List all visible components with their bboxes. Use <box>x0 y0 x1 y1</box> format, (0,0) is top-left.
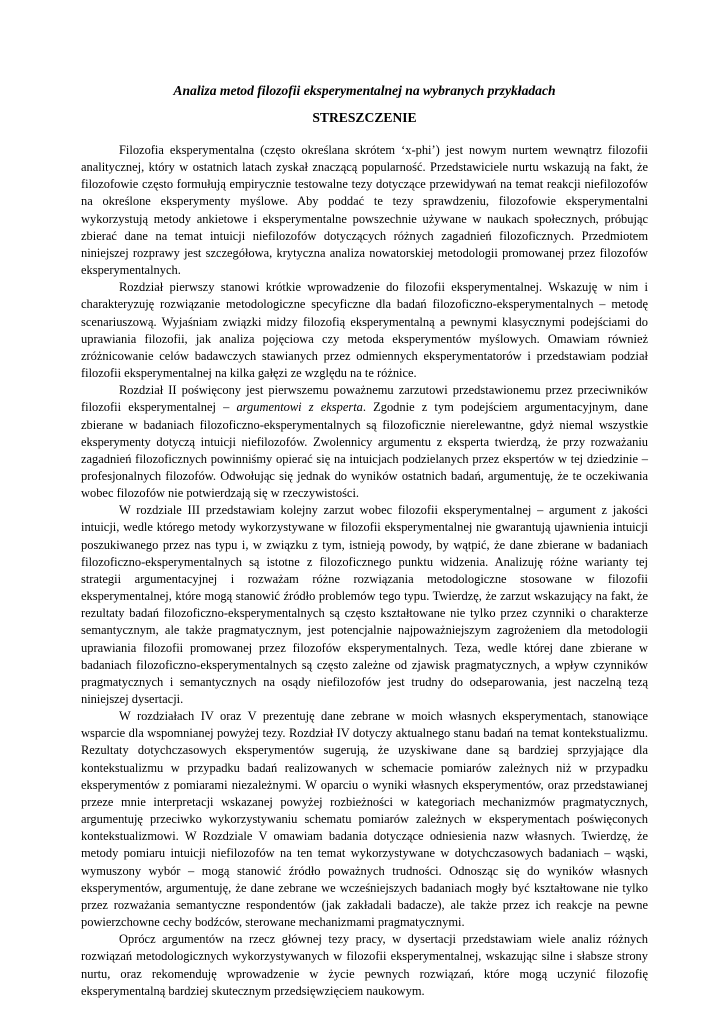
paragraph-introduction: Filozofia eksperymentalna (często określana skrótem ‘x-phi’) jest nowym nurtem wewnątrz filozofii analitycznej, który w ostatnich latach zyskał znaczącą popularność. Przedstawiciele nurtu wskazują na fakt, że filozofowie często formułują empirycznie testowalne tezy dotyczące przewidywań na temat reakcji niefilozofów na określone eksperymenty myślowe. Aby poddać te tezy sprawdzeniu, filozofowie eksperymentalni wykorzystują metody ankietowe i eksperymentalne powszechnie używane w naukach społecznych, próbując zbierać dane na temat intuicji niefilozofów dotyczących różnych zagadnień filozoficznych. Przedmiotem niniejszej rozprawy jest szczegółowa, krytyczna analiza nowatorskiej metodologii promowanej przez filozofów eksperymentalnych. <box>81 143 648 278</box>
paragraph-chapter-2-after: . Zgodnie z tym podejściem argumentacyjnym, dane zbierane w badaniach filozoficzno-eksperymentalnych są filozoficznie nierelewantne, gdyż niemal wszystkie eksperymenty dotyczą intuicji niefilozofów. Zwolennicy argumentu z eksperta twierdzą, że przy rozważaniu zagadnień filozoficznych powinniśmy opierać się na intuicjach podzielanych przez ekspertów w tej dziedzinie – profesjonalnych filozofów. Odwołując się jednak do wyników ostatnich badań, argumentuję, że te oczekiwania wobec filozofów nie potwierdzają się w rzeczywistości. <box>81 400 648 501</box>
paragraph-chapter-2-before: Rozdział II poświęcony jest pierwszemu poważnemu zarzutowi przedstawionemu przez przeciwników filozofii eksperymentalnej – <box>81 383 648 415</box>
paragraph-conclusion: Oprócz argumentów na rzecz głównej tezy pracy, w dysertacji przedstawiam wiele analiz różnych rozwiązań metodologicznych wykorzystywanych w filozofii eksperymentalnej, wskazując silne i słabsze strony nurtu, oraz rekomenduję wprowadzenie w życie pewnych rozwiązań, które mogą uczynić filozofię eksperymentalną bardziej skutecznym przedsięwzięciem naukowym. <box>81 932 648 998</box>
section-heading: STRESZCZENIE <box>312 110 417 125</box>
paragraph-chapter-2-italic: argumentowi z eksperta <box>236 400 363 415</box>
paragraph-chapter-2 <box>81 382 648 502</box>
document-title: Analiza metod filozofii eksperymentalnej na wybranych przykładach <box>173 83 556 98</box>
paragraph-chapters-4-5: W rozdziałach IV oraz V prezentuję dane zebrane w moich własnych eksperymentach, stanowiące wsparcie dla wspomnianej powyżej tezy. Rozdział IV dotyczy aktualnego stanu badań na temat kontekstualizmu. Rezultaty dotychczasowych eksperymentów sugerują, że uzyskiwane dane są bardziej sprzyjające dla kontekstualizmu w przypadku badań realizowanych w schemacie pomiarów zależnych niż w przypadku eksperymentów z pomiarami niezależnymi. W oparciu o wyniki własnych eksperymentów, oraz przedstawianej przeze mnie interpretacji wskazanej powyżej rozbieżności w kategoriach mechanizmów pragmatycznych, argumentuję przeciwko wykorzystywaniu schematu pomiarów zależnych w eksperymentach poświęconych kontekstualizmowi. W Rozdziale V omawiam badania dotyczące odniesienia nazw własnych. Twierdzę, że metody pomiaru intuicji niefilozofów na ten temat wykorzystywane w dotychczasowych badaniach – wąski, wymuszony wybór – mogą stanowić źródło poważnych trudności. Odnosząc się do wyników własnych eksperymentów, argumentuję, że dane zebrane we wcześniejszych badaniach mogły być kształtowane nie tylko przez rozważania semantyczne respondentów (jak zakładali badacze), ale także przez ich reakcje na pewne powierzchowne cechy bodźców, sterowane mechanizmami pragmatycznymi. <box>81 709 648 930</box>
paragraph-chapter-3: W rozdziale III przedstawiam kolejny zarzut wobec filozofii eksperymentalnej – argument z jakości intuicji, wedle którego metody wykorzystywane w filozofii eksperymentalnej nie gwarantują ujawnienia intuicji poszukiwanego przez nas typu i, w związku z tym, istnieją powody, by wątpić, że dane zbierane w badaniach filozoficzno-eksperymentalnych są istotne z filozoficznego punktu widzenia. Analizuję różne warianty tej strategii argumentacyjnej i rozważam różne rozwiązania metodologiczne stosowane w filozofii eksperymentalnej, które mogą stanowić źródło problemów tego typu. Twierdzę, że zarzut wskazujący na fakt, że rezultaty badań filozoficzno-eksperymentalnych są często kształtowane nie tylko przez czynniki o charakterze semantycznym, ale także pragmatycznym, jest potencjalnie najpoważniejszym zagrożeniem dla metodologii uprawiania filozofii promowanej przez filozofów eksperymentalnych. Teza, wedle której dane zbierane w badaniach filozoficzno-eksperymentalnych są często zależne od zjawisk pragmatycznych, a wpływ czynników pragmatycznych i semantycznych na osądy niefilozofów jest trudny do odseparowania, jest naczelną tezą niniejszej dysertacji. <box>81 503 648 706</box>
paragraph-chapter-1: Rozdział pierwszy stanowi krótkie wprowadzenie do filozofii eksperymentalnej. Wskazuję w nim i charakteryzuję rozwiązanie metodologiczne specyficzne dla badań filozoficzno-eksperymentalnych – metodę scenariuszową. Wyjaśniam związki midzy filozofią eksperymentalną a pewnymi klasycznymi podejściami do uprawiania filozofii, jak analiza pojęciowa czy metoda eksperymentów myślowych. Omawiam również zróżnicowanie celów badawczych stawianych przez odmiennych eksperymentatorów i przedstawiam podział filozofii eksperymentalnej na kilka gałęzi ze względu na te różnice. <box>81 280 648 381</box>
document-page <box>81 82 648 1000</box>
